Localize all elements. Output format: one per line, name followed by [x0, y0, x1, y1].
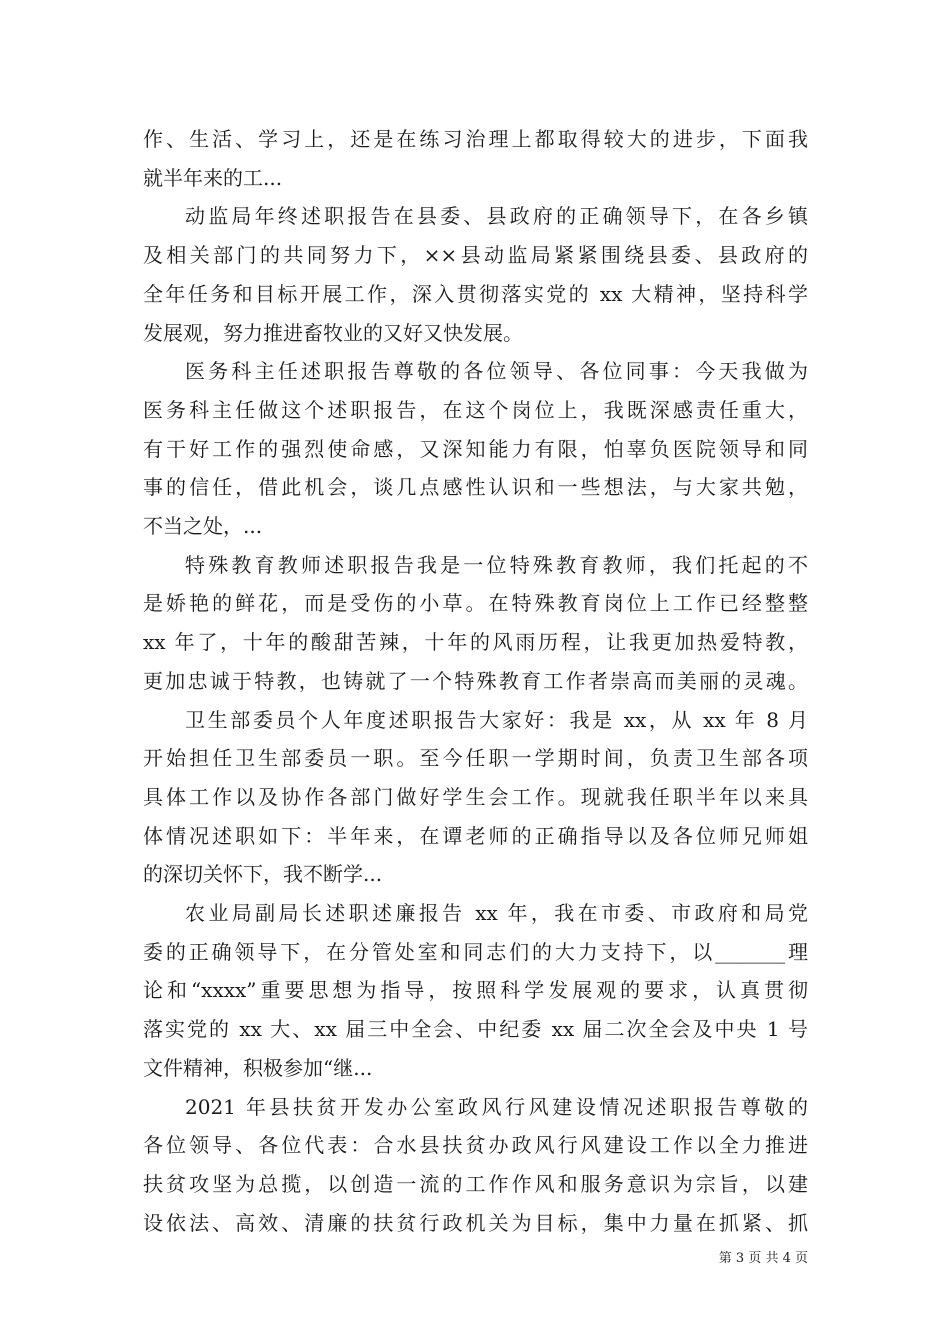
- paragraph-1: [143, 120, 808, 197]
- text-line: 落实党的 xx 大、xx 届三中全会、中纪委 xx 届二次全会及中央 1 号: [143, 1017, 808, 1042]
- text-line: 各位领导、各位代表：合水县扶贫办政风行风建设工作以全力推进: [143, 1133, 808, 1158]
- text-line: 体情况述职如下：半年来，在谭老师的正确指导以及各位师兄师姐: [143, 823, 808, 848]
- text-line: 委的正确领导下，在分管处室和同志们的大力支持下，以_______理: [143, 939, 808, 964]
- paragraph-5: [143, 701, 808, 895]
- text-line: 2021 年县扶贫开发办公室政风行风建设情况述职报告尊敬的: [185, 1094, 808, 1119]
- text-line: 文件精神，积极参加“继...: [143, 1055, 373, 1080]
- paragraph-3: [143, 352, 808, 546]
- text-line: 具体工作以及协作各部门做好学生会工作。现就我任职半年以来具: [143, 784, 808, 809]
- paragraph-6: [143, 894, 808, 1088]
- text-line: 特殊教育教师述职报告我是一位特殊教育教师，我们托起的不: [185, 552, 808, 577]
- text-line: 全年任务和目标开展工作，深入贯彻落实党的 xx 大精神，坚持科学: [143, 281, 808, 306]
- page-number-footer: 第 3 页 共 4 页: [718, 1251, 808, 1266]
- text-line: 及相关部门的共同努力下，××县动监局紧紧围绕县委、县政府的: [143, 243, 808, 268]
- text-line: 是娇艳的鲜花，而是受伤的小草。在特殊教育岗位上工作已经整整: [143, 591, 808, 616]
- text-line: 事的信任，借此机会，谈几点感性认识和一些想法，与大家共勉，: [143, 475, 808, 500]
- text-line: 就半年来的工...: [143, 165, 283, 190]
- text-line: 不当之处，...: [143, 514, 263, 539]
- text-line: 设依法、高效、清廉的扶贫行政机关为目标，集中力量在抓紧、抓: [143, 1210, 808, 1235]
- text-line: 发展观，努力推进畜牧业的又好又快发展。: [143, 320, 523, 345]
- text-line: 开始担任卫生部委员一职。至今任职一学期时间，负责卫生部各项: [143, 746, 808, 771]
- text-line: 医务科主任做这个述职报告，在这个岗位上，我既深感责任重大，: [143, 397, 808, 422]
- text-line: 卫生部委员个人年度述职报告大家好：我是 xx，从 xx 年 8 月: [185, 707, 808, 732]
- paragraph-7: [143, 1088, 808, 1243]
- document-body: [143, 120, 808, 1242]
- paragraph-4: [143, 546, 808, 701]
- text-line: xx 年了，十年的酸甜苦辣，十年的风雨历程，让我更加热爱特教，: [143, 630, 808, 655]
- text-line: 医务科主任述职报告尊敬的各位领导、各位同事：今天我做为: [185, 359, 808, 384]
- text-line: 更加忠诚于特教，也铸就了一个特殊教育工作者崇高而美丽的灵魂。: [143, 668, 808, 693]
- text-line: 的深切关怀下，我不断学...: [143, 862, 383, 887]
- paragraph-2: [143, 197, 808, 352]
- text-line: 作、生活、学习上，还是在练习治理上都取得较大的进步，下面我: [143, 127, 808, 151]
- text-line: 农业局副局长述职述廉报告 xx 年，我在市委、市政府和局党: [185, 901, 808, 926]
- text-line: 扶贫攻坚为总揽，以创造一流的工作作风和服务意识为宗旨，以建: [143, 1171, 808, 1196]
- text-line: 有干好工作的强烈使命感，又深知能力有限，怕辜负医院领导和同: [143, 436, 808, 461]
- text-line: 动监局年终述职报告在县委、县政府的正确领导下，在各乡镇: [185, 204, 808, 229]
- text-line: 论和“xxxx”重要思想为指导，按照科学发展观的要求，认真贯彻: [143, 978, 808, 1003]
